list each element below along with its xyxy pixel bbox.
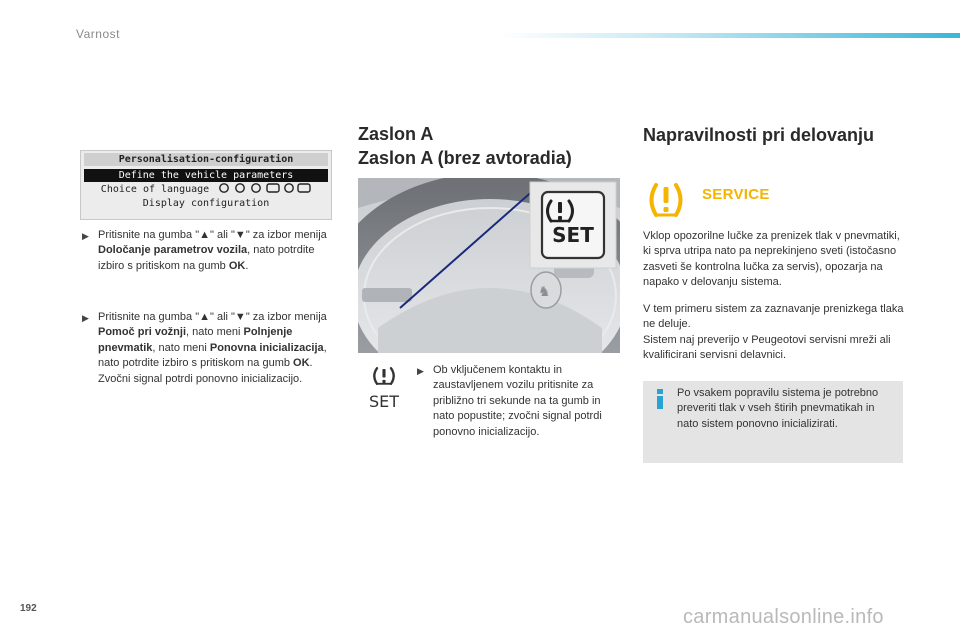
set-button-icon [542, 192, 604, 258]
lcd-language-row [84, 183, 328, 196]
bullet2-confirmation: Zvočni signal potrdi ponovno inicializacijo. [98, 372, 303, 385]
bullet1-menu: Določanje parametrov vozila [98, 244, 248, 257]
bullet2-text-2: , nato meni [186, 326, 244, 339]
bullet1-end: . [245, 259, 249, 272]
bullet2-text-4: , nato potrdite izbiro s pritiskom na gumb [98, 341, 327, 370]
info-text: Po vsakem popravilu sistema je potrebno preveriti tlak v vseh štirih pnevmatikah in nato sistem ponovno inicializirati. [677, 387, 879, 430]
svg-text:♞: ♞ [538, 284, 551, 300]
lcd-display-config-row: Display configuration [142, 198, 270, 209]
heading-screen-a-no-radio: Zaslon A (brez avtoradia) [358, 148, 572, 168]
header-accent-bar [500, 33, 960, 38]
bullet1-text-2: , nato potrdite izbiro s pritiskom na gumb [98, 244, 315, 272]
set-button-label: SET [552, 223, 594, 247]
bullet3-text: Ob vključenem kontaktu in zaustavljenem vozilu pritisnite za približno tri sekunde na ta gumb in nato popustite; zvočni signal potrdi ponovno inicializacijo. [433, 364, 602, 438]
section-title: Varnost [76, 27, 120, 41]
tyre-pressure-warning-icon [645, 182, 687, 218]
bullet2-ok: OK [293, 357, 310, 370]
instruction-bullet-3 [417, 363, 621, 440]
instruction-bullet-2 [82, 310, 338, 387]
service-warning-label: SERVICE [702, 186, 770, 203]
bullet-arrow-icon: ▶ [82, 231, 89, 241]
set-icon-label: SET [368, 392, 400, 411]
watermark: carmanualsonline.info [683, 606, 884, 628]
bullet1-ok: OK [228, 259, 246, 272]
dashboard-photo [358, 178, 620, 353]
bullet2-menu-1: Pomoč pri vožnji [98, 326, 187, 339]
bullet2-text: Pritisnite na gumba "▲" ali "▼" za izbor menija [98, 311, 327, 323]
advice-line-2: Sistem naj preverijo v Peugeotovi servisni mreži ali kvalificirani servisni delavnici. [643, 333, 891, 362]
set-icon-small [368, 364, 400, 412]
lcd-display [80, 150, 332, 220]
bullet2-menu-2: Polnjenje pnevmatik [98, 326, 293, 354]
lcd-flag-icons [215, 184, 311, 195]
heading-malfunctions: Napravilnosti pri delovanju [643, 125, 875, 145]
bullet2-menu-3: Ponovna inicializacija [209, 341, 324, 354]
bullet1-text: Pritisnite na gumba "▲" ali "▼" za izbor menija [98, 229, 327, 241]
bullet2-end: . [309, 357, 313, 370]
lcd-language-label: Choice of language [100, 184, 210, 195]
malfunction-description: Vklop opozorilne lučke za prenizek tlak v pnevmatiki, ki sprva utripa nato pa neprekinjeno sveti (istočasno zasveti še kontrolna lučka za servis), opozarja na napako v delovanju sistema. [643, 230, 900, 289]
heading-screen-a: Zaslon A [358, 124, 434, 144]
lcd-title: Personalisation-configuration [84, 153, 328, 166]
bullet-arrow-icon: ▶ [82, 313, 89, 323]
malfunction-advice [643, 302, 905, 364]
lcd-selected-item: Define the vehicle parameters [84, 169, 328, 182]
instruction-bullet-1 [82, 228, 330, 274]
bullet-arrow-icon: ▶ [417, 366, 424, 376]
bullet2-text-3: , nato meni [152, 341, 210, 354]
page-number: 192 [20, 603, 37, 614]
info-icon [655, 389, 665, 409]
advice-line-1: V tem primeru sistem za zaznavanje prenizkega tlaka ne deluje. [643, 303, 904, 331]
